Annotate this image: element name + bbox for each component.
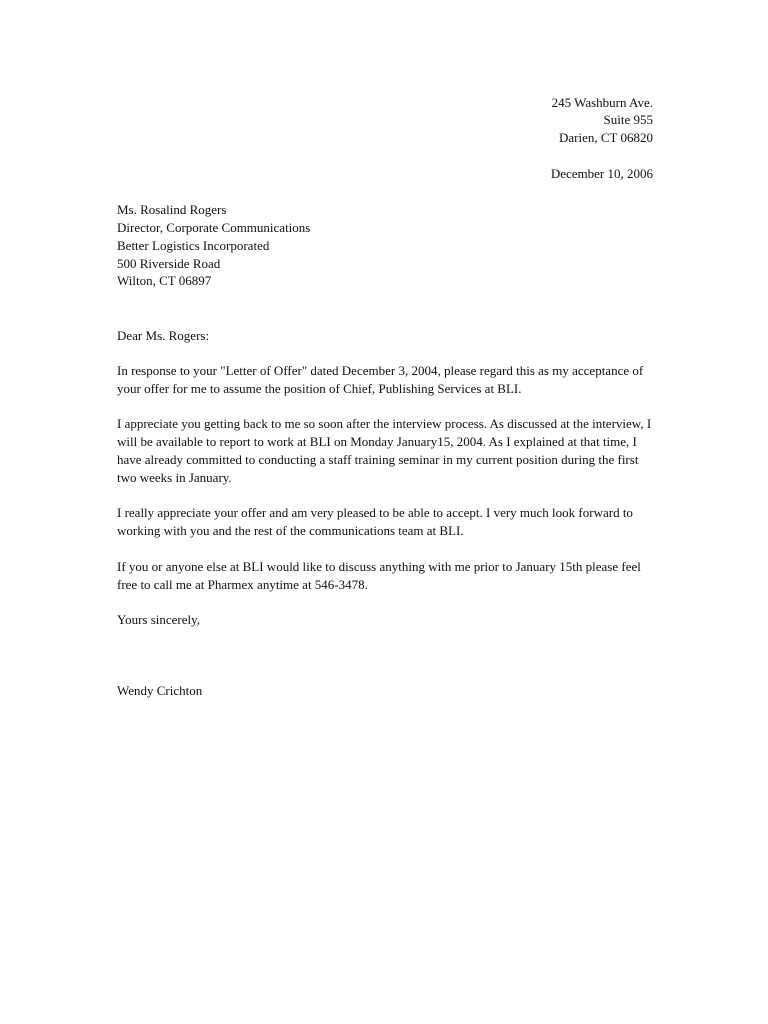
body-paragraph — [117, 504, 633, 540]
paragraph-line: In response to your "Letter of Offer" dated December 3, 2004, please regard this as my acceptance of — [117, 363, 644, 378]
paragraph-line: I really appreciate your offer and am very pleased to be able to accept. I very much look forward to — [117, 505, 633, 520]
recipient-street: 500 Riverside Road — [117, 256, 221, 271]
recipient-company: Better Logistics Incorporated — [117, 238, 270, 253]
body-paragraph — [117, 415, 651, 487]
paragraph-line: have already committed to conducting a staff training seminar in my current position during the first — [117, 452, 639, 467]
sender-city-state-zip: Darien, CT 06820 — [559, 130, 653, 145]
salutation: Dear Ms. Rogers: — [117, 328, 210, 343]
paragraph-line: your offer for me to assume the position of Chief, Publishing Services at BLI. — [117, 381, 522, 396]
paragraph-line: free to call me at Pharmex anytime at 546-3478. — [117, 577, 368, 592]
signature-name: Wendy Crichton — [117, 683, 203, 698]
closing: Yours sincerely, — [117, 612, 201, 627]
recipient-title: Director, Corporate Communications — [117, 220, 311, 235]
body-paragraph — [117, 558, 641, 594]
paragraph-line: two weeks in January. — [117, 470, 232, 485]
sender-suite: Suite 955 — [603, 112, 653, 127]
letter-date: December 10, 2006 — [550, 166, 653, 181]
paragraph-line: will be available to report to work at BLI on Monday January15, 2004. As I explained at that time, I — [117, 434, 637, 449]
paragraph-line: working with you and the rest of the communications team at BLI. — [117, 523, 464, 538]
sender-street: 245 Washburn Ave. — [551, 95, 653, 110]
recipient-name: Ms. Rosalind Rogers — [117, 202, 227, 217]
paragraph-line: I appreciate you getting back to me so soon after the interview process. As discussed at the interview, I — [117, 416, 652, 431]
recipient-city-state-zip: Wilton, CT 06897 — [117, 273, 212, 288]
paragraph-line: If you or anyone else at BLI would like to discuss anything with me prior to January 15th please feel — [117, 559, 641, 574]
body-paragraph — [117, 362, 643, 398]
